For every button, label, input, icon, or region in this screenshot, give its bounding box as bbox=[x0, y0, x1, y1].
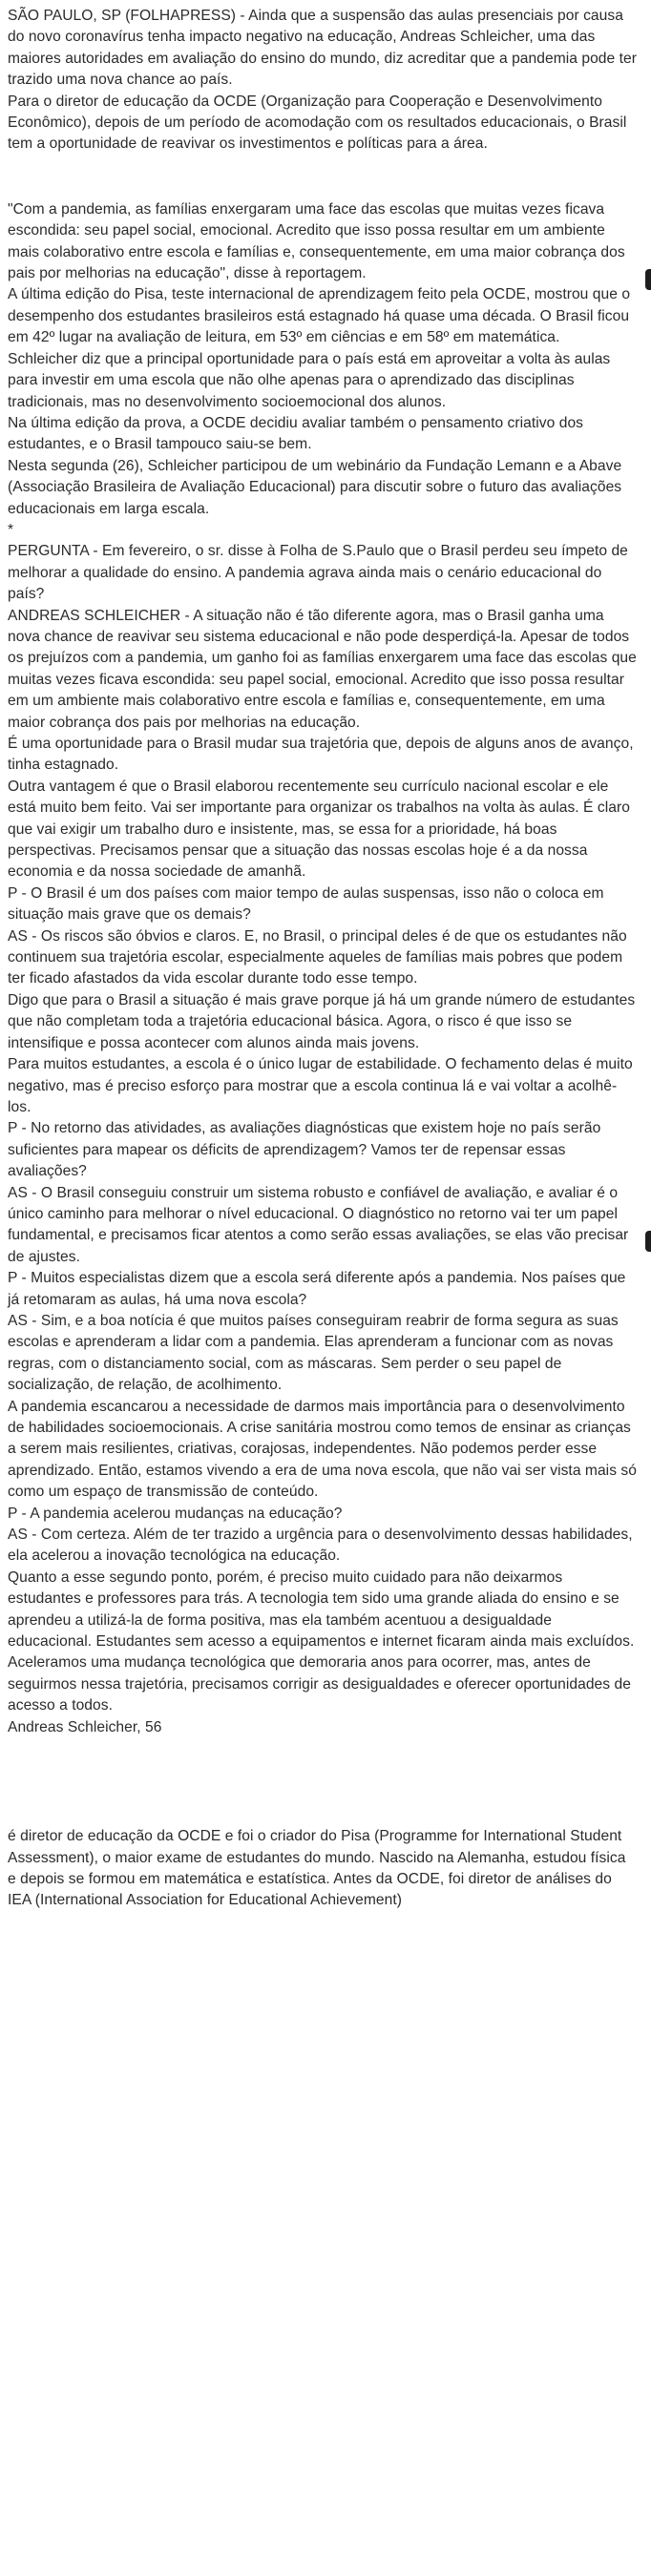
paragraph: Outra vantagem é que o Brasil elaborou recentemente seu currículo nacional escolar e ele está muito bem feito. Vai ser importante para organizar os trabalhos na volta às aulas. É claro que vai exigir um trabalho duro e insistente, mas, se essa for a prioridade, há boas perspectivas. Precisamos pensar que a situação das nossas escolas hoje é a da nossa economia e da nossa sociedade de amanhã. bbox=[8, 778, 630, 881]
paragraph: Quanto a esse segundo ponto, porém, é preciso muito cuidado para não deixarmos estudantes e professores para trás. A tecnologia tem sido uma grande aliada do ensino e se aprendeu a utilizá-la de forma positiva, mas ela também acentuou a desigualdade educacional. Estudantes sem acesso a equipamentos e internet ficaram ainda mais excluídos. bbox=[8, 1568, 635, 1651]
paragraph: É uma oportunidade para o Brasil mudar sua trajetória que, depois de alguns anos de avanço, tinha estagnado. bbox=[8, 736, 634, 774]
question-paragraph: PERGUNTA - Em fevereiro, o sr. disse à Folha de S.Paulo que o Brasil perdeu seu ímpeto de melhorar a qualidade do ensino. A pandemia agrava ainda mais o cenário educacional do país? bbox=[8, 543, 628, 603]
answer-paragraph: AS - Sim, e a boa notícia é que muitos países conseguiram reabrir de forma segura as suas escolas e aprenderam a lidar com a pandemia. Elas aprenderam a funcionar com as novas regras, com o distanciamento social, com as máscaras. Sem perder o seu papel de socialização, de relação, de acolhimento. bbox=[8, 1312, 619, 1394]
paragraph: A pandemia escancarou a necessidade de darmos mais importância para o desenvolvimento de habilidades socioemocionais. A crise sanitária mostrou como temos de ensinar as crianças a serem mais resilientes, criativas, corajosas, independentes. Não podemos perder esse aprendizado. Então, estamos vivendo a era de uma nova escola, que não vai ser vista mais só como um espaço de transmissão de conteúdo. bbox=[8, 1398, 637, 1501]
paragraph: "Com a pandemia, as famílias enxergaram uma face das escolas que muitas vezes ficava escondida: seu papel social, emocional. Acredito que isso possa resultar em um ambiente mais colaborativo entre escola e famílias e, consequentemente, em uma maior cobrança dos pais por melhorias na educação", disse à reportagem. bbox=[8, 200, 625, 282]
author-bio bbox=[8, 1826, 638, 1912]
paragraph: é diretor de educação da OCDE e foi o criador do Pisa (Programme for International Student Assessment), o maior exame de estudantes do mundo. Nascido na Alemanha, estudou física e depois se formou em matemática e estatística. Antes da OCDE, foi diretor de análises do IEA (International Association for Educational Achievement) bbox=[8, 1828, 626, 1909]
answer-paragraph: AS - Com certeza. Além de ter trazido a urgência para o desenvolvimento dessas habilidades, ela acelerou a inovação tecnológica na educação. bbox=[8, 1527, 633, 1565]
article-body bbox=[8, 6, 638, 1912]
answer-paragraph: AS - O Brasil conseguiu construir um sistema robusto e confiável de avaliação, e avaliar é o único caminho para melhorar o nível educacional. O diagnóstico no retorno vai ter um papel fundamental, e precisamos ficar atentos a como serão essas avaliações, se elas vão precisar de ajustes. bbox=[8, 1184, 629, 1265]
spacer bbox=[8, 156, 638, 199]
question-paragraph: P - Muitos especialistas dizem que a escola será diferente após a pandemia. Nos países que já retomaram as aulas, há uma nova escola? bbox=[8, 1270, 626, 1308]
paragraph: Para o diretor de educação da OCDE (Organização para Cooperação e Desenvolvimento Econômico), depois de um período de acomodação com os resultados educacionais, o Brasil tem a oportunidade de reavivar os investimentos e políticas para a área. bbox=[8, 93, 627, 153]
paragraph: Para muitos estudantes, a escola é o único lugar de estabilidade. O fechamento delas é muito negativo, mas é preciso esforço para mostrar que a escola continua lá e vai voltar a acolhê-los. bbox=[8, 1056, 633, 1115]
paragraph: Digo que para o Brasil a situação é mais grave porque já há um grande número de estudantes que não completam toda a trajetória educacional básica. Agora, o risco é que isso se intensifique e possa acontecer com alunos ainda mais jovens. bbox=[8, 991, 636, 1051]
paragraph: Na última edição da prova, a OCDE decidiu avaliar também o pensamento criativo dos estudantes, e o Brasil tampouco saiu-se bem. bbox=[8, 414, 584, 453]
spacer bbox=[8, 1738, 638, 1826]
question-paragraph: P - No retorno das atividades, as avaliações diagnósticas que existem hoje no país serão suficientes para mapear os déficits de aprendizagem? Vamos ter de repensar essas avaliações? bbox=[8, 1120, 601, 1180]
author-byline: Andreas Schleicher, 56 bbox=[8, 1718, 162, 1735]
section-separator: * bbox=[8, 521, 14, 538]
paragraph: Schleicher diz que a principal oportunidade para o país está em aproveitar a volta às aulas para investir em uma escola que não olhe apenas para o aprendizado das disciplinas tradicionais, mas no desenvolvimento socioemocional dos alunos. bbox=[8, 350, 611, 410]
answer-paragraph: AS - Os riscos são óbvios e claros. E, no Brasil, o principal deles é de que os estudantes não continuem sua trajetória escolar, especialmente aqueles de famílias mais pobres que podem ter ficado afastados da vida escolar durante todo esse tempo. bbox=[8, 927, 627, 987]
answer-paragraph: ANDREAS SCHLEICHER - A situação não é tão diferente agora, mas o Brasil ganha uma nova chance de reavivar seu sistema educacional e não pode desperdiçá-la. Apesar de todos os prejuízos com a pandemia, um ganho foi as famílias enxergarem uma face das escolas que muitas vezes ficava escondida: seu papel social, emocional. Acredito que isso possa resultar em um ambiente mais colaborativo entre escola e famílias e, consequentemente, em uma maior cobrança dos pais por melhorias na educação. bbox=[8, 607, 637, 731]
article-intro bbox=[8, 6, 638, 156]
question-paragraph: P - O Brasil é um dos países com maior tempo de aulas suspensas, isso não o coloca em situação mais grave que os demais? bbox=[8, 884, 604, 924]
question-paragraph: P - A pandemia acelerou mudanças na educação? bbox=[8, 1505, 343, 1522]
scroll-edge-marker bbox=[645, 1231, 651, 1252]
paragraph: SÃO PAULO, SP (FOLHAPRESS) - Ainda que a suspensão das aulas presenciais por causa do novo coronavírus tenha impacto negativo na educação, Andreas Schleicher, uma das maiores autoridades em avaliação do ensino do mundo, diz acreditar que a pandemia pode ter trazido uma nova chance ao país. bbox=[8, 8, 637, 89]
paragraph: Nesta segunda (26), Schleicher participou de um webinário da Fundação Lemann e a Abave (Associação Brasileira de Avaliação Educacional) para discutir sobre o futuro das avaliações educacionais em larga escala. bbox=[8, 457, 622, 517]
scroll-edge-marker bbox=[645, 269, 651, 290]
article-main bbox=[8, 199, 638, 1738]
paragraph: A última edição do Pisa, teste internacional de aprendizagem feito pela OCDE, mostrou que o desempenho dos estudantes brasileiros está estagnado há quase uma década. O Brasil ficou em 42º lugar na avaliação de leitura, em 53º em ciências e em 58º em matemática. bbox=[8, 286, 631, 346]
paragraph: Aceleramos uma mudança tecnológica que demoraria anos para ocorrer, mas, antes de seguirmos nessa trajetória, precisamos corrigir as desigualdades e oferecer oportunidades de acesso a todos. bbox=[8, 1654, 631, 1714]
